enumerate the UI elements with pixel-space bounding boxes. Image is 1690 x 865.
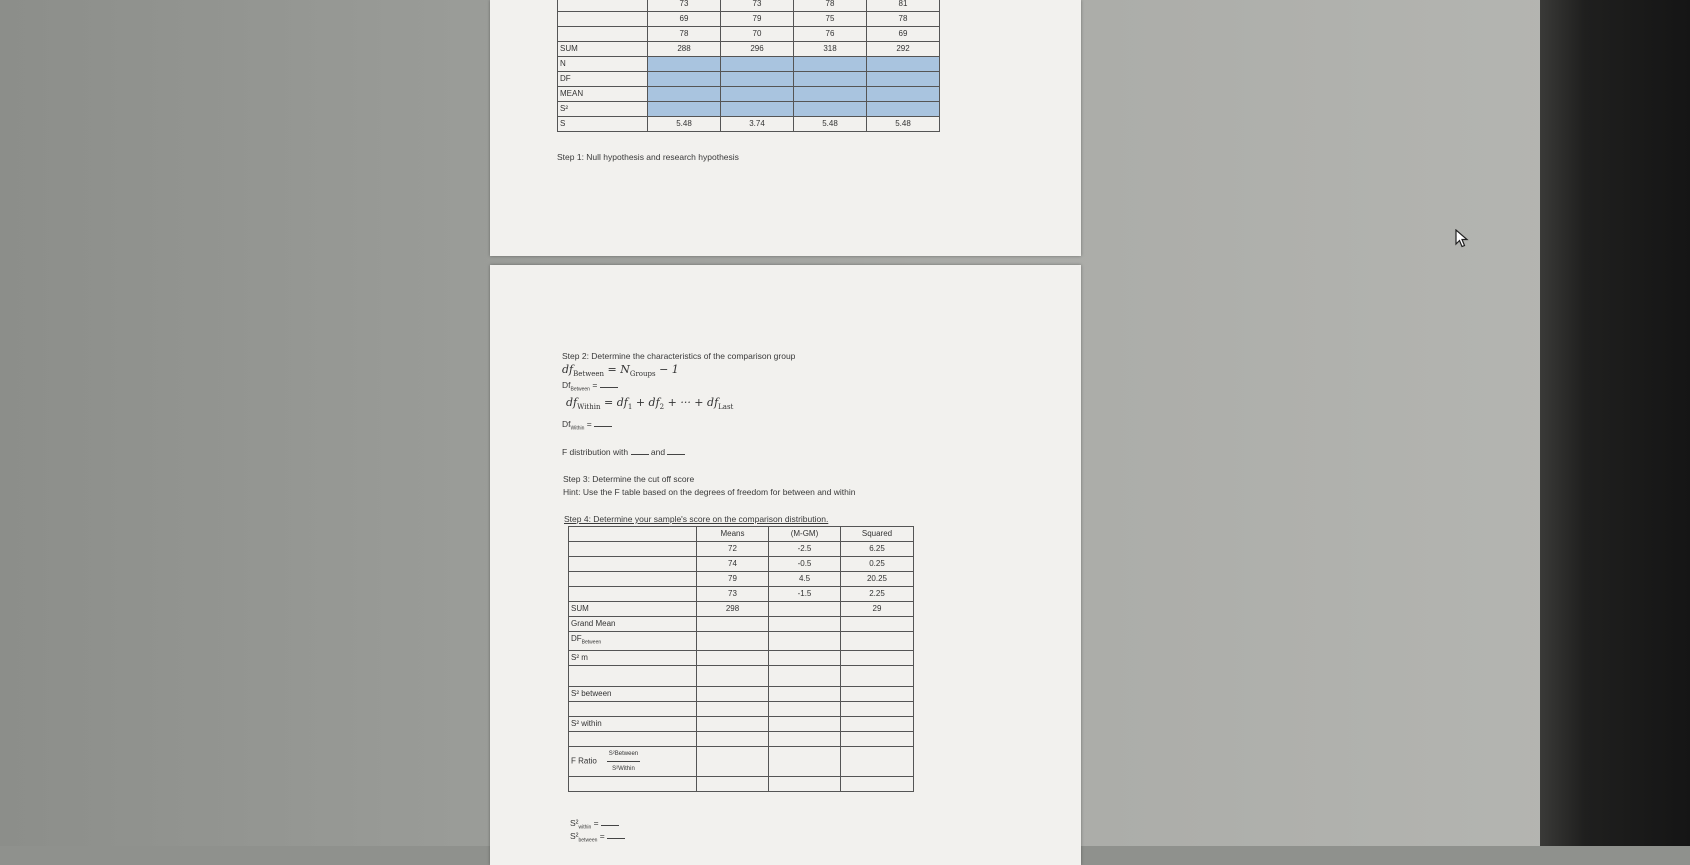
row-label (569, 686, 697, 701)
df-within-formula: $df_{Within} = df_1 + df_2$ + ··· + $df_{Last}$ (566, 396, 734, 412)
table-cell (697, 686, 769, 701)
table-cell: -0.5 (769, 557, 841, 572)
table-cell (794, 57, 867, 72)
table-row (569, 557, 914, 572)
table-cell: 78 (794, 0, 867, 12)
row-label-text: S² between (571, 688, 612, 698)
table-cell (769, 650, 841, 665)
table-cell (794, 102, 867, 117)
row-label: DF (558, 72, 648, 87)
df-between-answer: $Df_{Between}$ = (562, 380, 618, 393)
table-cell: 73 (648, 0, 721, 12)
table-cell: 2.25 (841, 587, 914, 602)
table-cell: 5.48 (867, 117, 940, 132)
table-cell: 78 (867, 12, 940, 27)
step3-hint: Hint: Use the F table based on the degrees of freedom for between and within (563, 487, 856, 497)
row-label-text: F Ratio (571, 756, 597, 766)
row-label (569, 731, 697, 746)
table-cell (867, 57, 940, 72)
step3-heading: Step 3: Determine the cut off score (563, 474, 695, 484)
table-row (569, 617, 914, 632)
table-cell (721, 57, 794, 72)
row-label: SUM (558, 42, 648, 57)
table-cell (697, 617, 769, 632)
row-label (569, 632, 697, 651)
table-row (569, 746, 914, 776)
table-cell: 29 (841, 602, 914, 617)
table-row (569, 665, 914, 686)
s2-between-blank (607, 832, 625, 839)
s2-between-answer: $S^2_{between}$ = (570, 831, 625, 844)
table-row (569, 542, 914, 557)
row-label (569, 746, 697, 776)
table-row (569, 716, 914, 731)
row-label-text: S² within (571, 718, 602, 728)
table-row (558, 0, 940, 12)
table-cell (841, 746, 914, 776)
row-label: N (558, 57, 648, 72)
table-cell (841, 632, 914, 651)
table-cell: 74 (697, 557, 769, 572)
table-cell (769, 686, 841, 701)
table-row (558, 57, 940, 72)
row-label (569, 587, 697, 602)
document-page-2 (490, 265, 1081, 865)
table-cell: 292 (867, 42, 940, 57)
table-row (558, 12, 940, 27)
step1-heading: Step 1: Null hypothesis and research hypothesis (557, 152, 739, 162)
table-cell (769, 701, 841, 716)
table-row (558, 117, 940, 132)
row-label (558, 12, 648, 27)
table-cell (721, 87, 794, 102)
row-label (569, 602, 697, 617)
anova-calculation-table (568, 526, 914, 792)
table-cell: 296 (721, 42, 794, 57)
table-cell (697, 776, 769, 791)
table-cell (841, 716, 914, 731)
table-cell (769, 746, 841, 776)
table-cell (841, 650, 914, 665)
step4-heading: Step 4: Determine your sample's score on the comparison distribution. (564, 514, 829, 524)
table-cell (697, 746, 769, 776)
table-row (569, 632, 914, 651)
table-cell (769, 602, 841, 617)
table-cell: 76 (794, 27, 867, 42)
table-row (569, 776, 914, 791)
table-row (569, 701, 914, 716)
table-cell: 78 (648, 27, 721, 42)
column-header: (M-GM) (769, 527, 841, 542)
document-page-1 (490, 0, 1081, 256)
table-cell (794, 87, 867, 102)
row-label (569, 557, 697, 572)
table-cell (648, 57, 721, 72)
table-row (569, 602, 914, 617)
row-label (569, 701, 697, 716)
table-cell (794, 72, 867, 87)
table-cell: 73 (721, 0, 794, 12)
table-row (569, 587, 914, 602)
table-cell (648, 87, 721, 102)
s2-within-blank (601, 819, 619, 826)
row-label-text: DF (571, 634, 582, 643)
column-header: Means (697, 527, 769, 542)
table-cell: 69 (867, 27, 940, 42)
f-ratio-denominator: S²Within (612, 765, 635, 772)
table-cell: 73 (697, 587, 769, 602)
row-label: MEAN (558, 87, 648, 102)
table-row (558, 42, 940, 57)
table-cell (697, 701, 769, 716)
row-label-text: SUM (571, 604, 589, 613)
row-label: S² (558, 102, 648, 117)
table-cell: 4.5 (769, 572, 841, 587)
table-cell: -2.5 (769, 542, 841, 557)
row-label (569, 776, 697, 791)
table-cell: 72 (697, 542, 769, 557)
table-cell (769, 776, 841, 791)
table-cell: 75 (794, 12, 867, 27)
row-label (569, 542, 697, 557)
table-cell: 3.74 (721, 117, 794, 132)
row-label (558, 0, 648, 12)
table-row (569, 650, 914, 665)
table-row (569, 731, 914, 746)
table-cell (867, 87, 940, 102)
table-cell (721, 102, 794, 117)
table-row (558, 72, 940, 87)
row-label (569, 665, 697, 686)
column-header: Squared (841, 527, 914, 542)
table-row (558, 102, 940, 117)
table-cell: 318 (794, 42, 867, 57)
table-cell: 81 (867, 0, 940, 12)
table-cell (697, 716, 769, 731)
table-cell (841, 617, 914, 632)
row-label (558, 27, 648, 42)
df-between-formula: $df_{Between} = N_{Groups} - 1$ (562, 363, 679, 379)
row-label (569, 716, 697, 731)
table-cell (841, 776, 914, 791)
f-dist-blank-1 (631, 448, 649, 455)
table-cell: -1.5 (769, 587, 841, 602)
row-label-sub: Between (581, 639, 602, 646)
table-cell (721, 72, 794, 87)
group-scores-table (557, 0, 940, 132)
table-cell: 20.25 (841, 572, 914, 587)
table-cell (841, 731, 914, 746)
table-row (569, 686, 914, 701)
table-cell (697, 665, 769, 686)
f-dist-blank-2 (667, 448, 685, 455)
table-cell (867, 72, 940, 87)
table-cell (769, 617, 841, 632)
table-cell: 5.48 (794, 117, 867, 132)
table-cell (697, 731, 769, 746)
table-cell (841, 701, 914, 716)
f-ratio-numerator: S²Between (607, 747, 640, 762)
table-cell (841, 665, 914, 686)
table-cell: 288 (648, 42, 721, 57)
table-row (558, 87, 940, 102)
table-row (569, 572, 914, 587)
row-label (569, 650, 697, 665)
table-header-row (569, 527, 914, 542)
table-cell: 0.25 (841, 557, 914, 572)
table-cell (648, 72, 721, 87)
s2-within-answer: $S^2_{within}$ = (570, 818, 619, 831)
table-row (558, 27, 940, 42)
row-label (569, 617, 697, 632)
column-header (569, 527, 697, 542)
df-within-answer: $Df_{Within}$ = (562, 419, 612, 432)
df-within-blank (594, 420, 612, 427)
f-ratio-fraction (607, 747, 640, 776)
table-cell (769, 731, 841, 746)
mouse-pointer-icon (1455, 229, 1469, 249)
table-cell (769, 716, 841, 731)
monitor-edge (1540, 0, 1690, 846)
table-cell: 298 (697, 602, 769, 617)
table-cell: 69 (648, 12, 721, 27)
table-cell (697, 650, 769, 665)
table-cell: 70 (721, 27, 794, 42)
table-cell (769, 632, 841, 651)
table-cell: 79 (697, 572, 769, 587)
row-label (569, 572, 697, 587)
row-label-text: S² m (571, 652, 588, 662)
row-label-text: Grand Mean (571, 619, 616, 628)
table-cell: 6.25 (841, 542, 914, 557)
table-cell: 79 (721, 12, 794, 27)
table-cell (867, 102, 940, 117)
f-distribution-line: F distribution with and (562, 447, 685, 457)
table-cell (841, 686, 914, 701)
df-between-blank (600, 381, 618, 388)
table-cell (769, 665, 841, 686)
step2-heading: Step 2: Determine the characteristics of the comparison group (562, 351, 796, 361)
row-label: S (558, 117, 648, 132)
table-cell: 5.48 (648, 117, 721, 132)
table-cell (697, 632, 769, 651)
table-cell (648, 102, 721, 117)
